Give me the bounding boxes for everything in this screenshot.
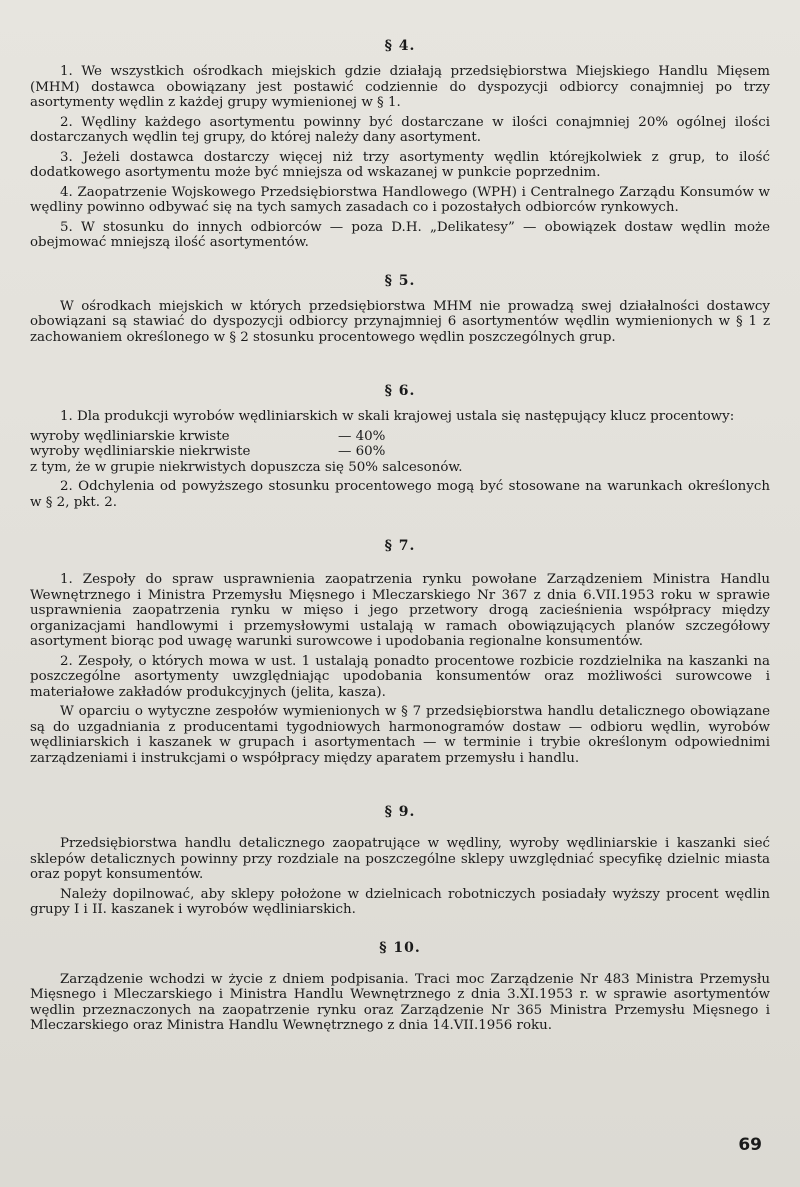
section-9-paragraph-2: Należy dopilnować, aby sklepy położone w dzielnicach robotniczych posiadały wyższy procent wędlin grupy I i II. kaszanek i wyrobów wędliniarskich. [30, 886, 770, 917]
key-label: wyroby wędliniarskie niekrwiste [30, 444, 251, 459]
key-value: — 60% [338, 444, 386, 459]
section-7-paragraph-2: 2. Zespoły, o których mowa w ust. 1 ustalają ponadto procentowe rozbicie rozdzielnika na kaszanki na poszczególne asortymenty uwzględniając upodobania konsumentów oraz możliwości surowcowe i materiałowe zakładów produkcyjnych (jelita, kasza). [30, 653, 770, 700]
key-label: wyroby wędliniarskie krwiste [30, 428, 230, 444]
section-4-paragraph-3: 3. Jeżeli dostawca dostarczy więcej niż trzy asortymenty wędlin którejkolwiek z grup, to ilość dodatkowego asortymentu może być mniejsza od wskazanej w punkcie poprzednim. [30, 149, 770, 180]
section-10-paragraph-1: Zarządzenie wchodzi w życie z dniem podpisania. Traci moc Zarządzenie Nr 483 Ministra Przemysłu Mięsnego i Mleczarskiego i Ministra Handlu Wewnętrznego z dnia 3.XI.1953 r. w sprawie asortymentów wędlin przeznaczonych na zaopatrzenie rynku oraz Zarządzenie Nr 365 Ministra Przemysłu Mięsnego i Mleczarskiego oraz Ministra Handlu Wewnętrznego z dnia 14.VII.1956 roku. [30, 971, 770, 1033]
section-4-paragraph-2: 2. Wędliny każdego asortymentu powinny być dostarczane w ilości conajmniej 20% ogólnej ilości dostarczanych wędlin tej grupy, do której należy dany asortyment. [30, 114, 770, 145]
section-7-paragraph-1: 1. Zespoły do spraw usprawnienia zaopatrzenia rynku powołane Zarządzeniem Ministra Handlu Wewnętrznego i Ministra Przemysłu Mięsnego i Mleczarskiego Nr 367 z dnia 6.VII.1953 roku w sprawie usprawnienia zaopatrzenia rynku w mięso i jego przetwory drogą zacieśnienia współpracy między organizacjami handlowymi i przemysłowymi ustalają w ramach obowiązujących planów szczegółowy asortyment biorąc pod uwagę warunki surowcowe i upodobania regionalne konsumentów. [30, 572, 770, 649]
section-9-paragraph-1: Przedsiębiorstwa handlu detalicznego zaopatrujące w wędliny, wyroby wędliniarskie i kaszanki sieć sklepów detalicznych powinny przy rozdziale na poszczególne sklepy uwzględniać specyfikę dzielnic miasta oraz popyt konsumentów. [30, 836, 770, 882]
section-6-note: z tym, że w grupie niekrwistych dopuszcza się 50% salcesonów. [30, 459, 463, 475]
section-7-paragraph-3: W oparciu o wytyczne zespołów wymienionych w § 7 przedsiębiorstwa handlu detalicznego obowiązane są do uzgadniania z producentami tygodniowych harmonogramów dostaw — odbioru wędlin, wyrobów wędliniarskich i kaszanek w grupach i asortymentach — w terminie i trybie określonym odpowiednimi zarządzeniami i instrukcjami o współpracy między aparatem przemysłu i handlu. [30, 704, 770, 766]
section-5-paragraph-1: W ośrodkach miejskich w których przedsiębiorstwa MHM nie prowadzą swej działalności dostawcy obowiązani są stawiać do dyspozycji odbiorcy przynajmniej 6 asortymentów wędlin wymienionych w § 1 z zachowaniem określonego w § 2 stosunku procentowego wędlin poszczególnych grup. [30, 298, 770, 345]
section-10-heading: § 10. [379, 939, 421, 956]
key-value: — 40% [338, 428, 386, 444]
section-4-paragraph-1: 1. We wszystkich ośrodkach miejskich gdzie działają przedsiębiorstwa Miejskiego Handlu Mięsem (MHM) dostawca obowiązany jest postawić codziennie do dyspozycji odbiorcy conajmniej po trzy asortymenty wędlin z każdej grupy wymienionej w § 1. [30, 64, 770, 110]
section-4-paragraph-4: 4. Zaopatrzenie Wojskowego Przedsiębiorstwa Handlowego (WPH) i Centralnego Zarządu Konsumów w wędliny powinno odbywać się na tych samych zasadach co i pozostałych odbiorców rynkowych. [30, 184, 770, 215]
section-7-heading: § 7. [384, 538, 416, 554]
section-4-heading: § 4. [384, 38, 416, 54]
section-5-heading: § 5. [384, 272, 416, 289]
page-content [30, 38, 770, 1038]
section-9-heading: § 9. [384, 804, 416, 820]
section-6-heading: § 6. [384, 383, 416, 399]
section-6-paragraph-1: 1. Dla produkcji wyrobów wędliniarskich w skali krajowej ustala się następujący klucz procentowy: [60, 409, 735, 424]
key-row [30, 444, 770, 460]
section-6-paragraph-2: 2. Odchylenia od powyższego stosunku procentowego mogą być stosowane na warunkach określonych w § 2, pkt. 2. [30, 479, 770, 510]
page-number: 69 [738, 1135, 762, 1155]
section-4-paragraph-5: 5. W stosunku do innych odbiorców — poza D.H. „Delikatesy” — obowiązek dostaw wędlin może obejmować mniejszą ilość asortymentów. [30, 219, 770, 250]
percentage-key [30, 429, 770, 460]
key-row [30, 429, 770, 445]
